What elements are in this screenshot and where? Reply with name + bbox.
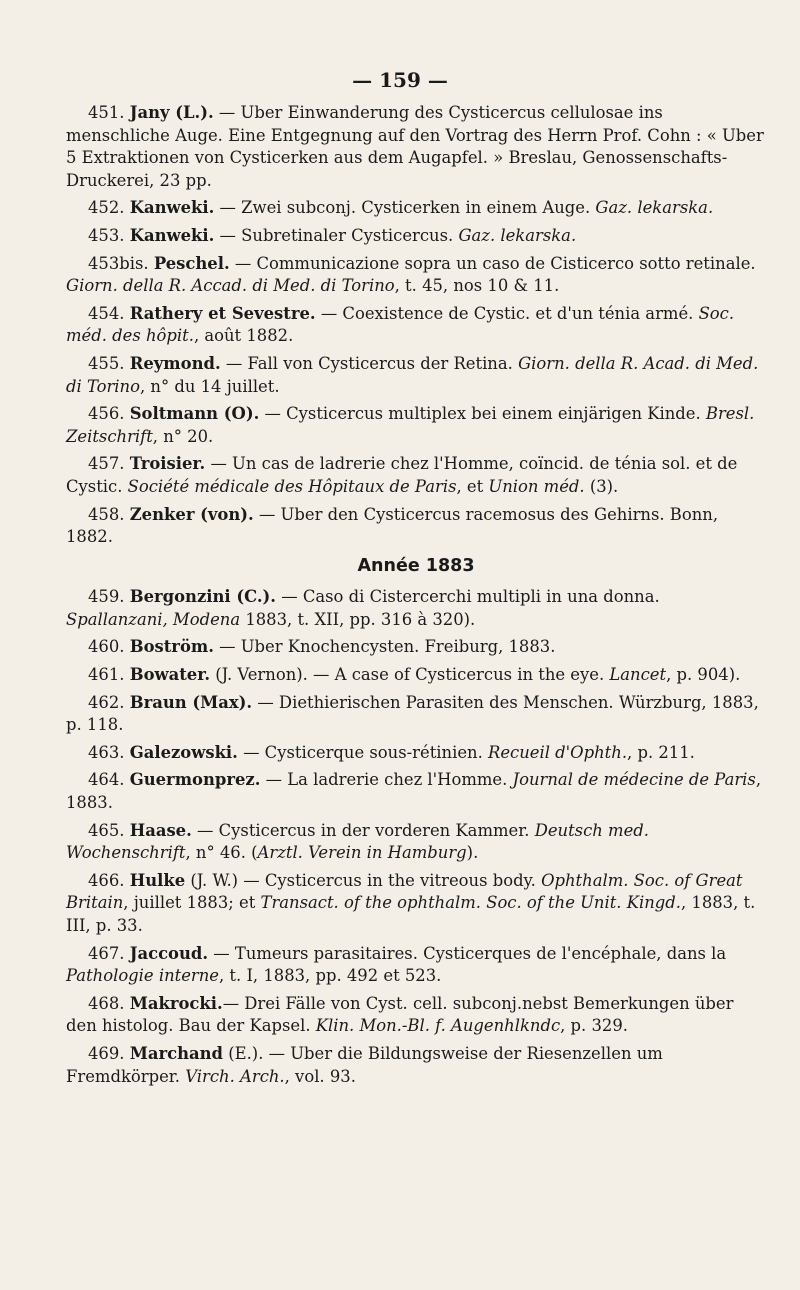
entry-text: — Uber Einwanderung des Cysticercus cellulosae ins menschliche Auge. Eine Entgegnung auf den Vortrag des Herrn Prof. Cohn : « Uber 5 Extraktionen von Cysticerken aus dem Augapfel. » Breslau, Genossenschafts-Druckerei, 23 pp. [66,103,764,190]
entry-text: (3). [584,476,619,496]
entry-number: 462. [88,692,130,712]
entry-number: 453. [88,225,130,245]
entry-author: Bowater. [129,665,211,685]
entry-text: , p. 211. [627,742,695,762]
entry-text: , p. 904). [666,665,741,685]
entry-source-title: Transact. of the ophthalm. Soc. of the Unit. Kingd. [260,893,681,913]
entry-number: 457. [88,454,130,474]
entry-number: 469. [88,1043,130,1063]
bibliography-entry [66,504,766,549]
entry-text: (E.). — Uber die Bildungsweise der Riesenzellen um Fremdkörper. [66,1043,663,1086]
entry-source-title: Klin. Mon.-Bl. f. Augenhlkndc [315,1016,561,1036]
entry-author: Hulke [129,870,186,890]
entry-author: Bergonzini (C.). [129,587,277,607]
bibliography-entry [66,1043,766,1088]
bibliography-entry [66,769,766,814]
entry-author: Guermonprez. [129,770,261,790]
entry-text: , vol. 93. [284,1066,356,1086]
entry-number: 459. [88,587,130,607]
entry-text: — Drei Fälle von Cyst. cell. subconj.nebst Bemerkungen über den histolog. Bau der Kapsel. [66,993,734,1036]
bibliography-entry [66,636,766,659]
bibliography-entry [66,586,766,631]
entry-text: , t. 45, nos 10 & 11. [394,276,560,296]
entry-text: , t. I, 1883, pp. 492 et 523. [219,966,442,986]
entry-source-title: Recueil d'Ophth. [488,742,628,762]
page-number: — 159 — [352,68,448,92]
bibliography-entry [66,993,766,1038]
entry-text: — Cysticercus in der vorderen Kammer. [191,820,535,840]
entry-author: Kanweki. [129,225,215,245]
entry-text: ). [466,843,479,863]
bibliography-entry [66,820,766,865]
entry-source-title: Soc. méd. des hôpit. [66,303,735,346]
entry-text: , n° 20. [152,426,214,446]
entry-number: 463. [88,742,130,762]
entry-author: Kanweki. [129,198,215,218]
entry-text: , et [456,476,489,496]
bibliography-entry [66,742,766,765]
entry-source-title: Pathologie interne [66,966,220,986]
entry-list-1883 [66,586,766,1088]
entry-source-title: Gaz. lekarska. [595,198,714,218]
entry-author: Haase. [129,820,192,840]
entry-text: — Caso di Cistercerchi multipli in una donna. [276,587,660,607]
entry-text: , n° 46. ( [185,843,258,863]
entry-text: (J. Vernon). — A case of Cysticercus in the eye. [210,665,610,685]
entry-text: — Tumeurs parasitaires. Cysticerques de l'encéphale, dans la [208,943,727,963]
entry-author: Marchand [129,1043,224,1063]
entry-text: — Uber den Cysticercus racemosus des Gehirns. Bonn, 1882. [66,504,719,547]
entry-number: 452. [88,198,130,218]
entry-number: 464. [88,770,130,790]
entry-number: 465. [88,820,130,840]
year-heading: Année 1883 [357,555,475,576]
bibliography-entry [66,943,766,988]
entry-author: Galezowski. [129,742,238,762]
entry-text: — Zwei subconj. Cysticerken in einem Auge. [214,198,596,218]
entry-author: Boström. [129,637,214,657]
entry-number: 451. [88,103,130,122]
entry-source-title: Giorn. della R. Acad. di Med. di Torino [66,353,759,396]
bibliography-entry [66,453,766,498]
entry-author: Troisier. [129,454,206,474]
entry-text: , 1883. [66,770,762,813]
entry-source-title: Gaz. lekarska. [458,225,577,245]
entry-number: 458. [88,504,130,524]
bibliography-entry [66,102,766,192]
bibliography-content [66,102,766,1093]
entry-source-title: Lancet [609,665,667,685]
entry-author: Peschel. [153,253,230,273]
entry-text: , p. 329. [560,1016,628,1036]
entry-text: — Communicazione sopra un caso de Cisticerco sotto retinale. [229,253,756,273]
entry-text: — Cysticerque sous-rétinien. [237,742,489,762]
bibliography-entry [66,664,766,687]
entry-author: Reymond. [129,353,221,373]
entry-author: Jaccoud. [129,943,209,963]
bibliography-entry [66,353,766,398]
entry-author: Rathery et Sevestre. [129,303,316,323]
entry-text: — Coexistence de Cystic. et d'un ténia armé. [315,303,699,323]
entry-text: , juillet 1883; et [123,893,261,913]
bibliography-entry [66,403,766,448]
entry-text: — La ladrerie chez l'Homme. [260,770,513,790]
entry-text: — Un cas de ladrerie chez l'Homme, coïncid. de ténia sol. et de Cystic. [66,454,738,496]
entry-number: 455. [88,353,130,373]
entry-author: Makrocki. [129,993,223,1013]
entry-number: 454. [88,303,130,323]
entry-source-title: Bresl. Zeitschrift [66,404,755,446]
entry-text: , n° du 14 juillet. [139,376,280,396]
bibliography-entry [66,225,766,248]
entry-text: — Cysticercus multiplex bei einem einjärigen Kinde. [259,404,706,424]
bibliography-entry [66,692,766,737]
entry-number: 456. [88,404,130,424]
entry-author: Braun (Max). [129,692,253,712]
entry-source-title: Ophthalm. Soc. of Great Britain [66,870,743,913]
entry-text: , août 1882. [193,326,294,346]
entry-author: Jany (L.). [129,103,214,122]
entry-text: — Fall von Cysticercus der Retina. [220,353,519,373]
bibliography-entry [66,870,766,938]
entry-source-title: Spallanzani, Modena [66,609,241,629]
entry-text: 1883, t. XII, pp. 316 à 320). [240,609,476,629]
entry-text: — Subretinaler Cysticercus. [214,225,459,245]
entry-source-title: Giorn. della R. Accad. di Med. di Torino [66,276,395,296]
entry-number: 466. [88,870,130,890]
entry-text: , 1883, t. III, p. 33. [66,893,756,935]
entry-source-title: Société médicale des Hôpitaux de Paris [127,476,457,496]
entry-number: 461. [88,665,130,685]
entry-text: — Diethierischen Parasiten des Menschen. Würzburg, 1883, p. 118. [66,692,759,735]
entry-source-title: Journal de médecine de Paris [512,770,756,790]
entry-source-title: Union méd. [488,476,585,496]
entry-number: 453bis. [88,253,154,273]
entry-number: 467. [88,943,130,963]
entry-source-title: Arztl. Verein in Hamburg [257,843,467,863]
entry-author: Zenker (von). [129,504,254,524]
entry-text: (J. W.) — Cysticercus in the vitreous body. [185,870,542,890]
entry-source-title: Deutsch med. Wochenschrift [66,820,649,863]
bibliography-entry [66,303,766,348]
bibliography-entry [66,197,766,220]
bibliography-entry [66,253,766,298]
entry-number: 460. [88,637,130,657]
entry-source-title: Virch. Arch. [185,1066,285,1086]
entry-text: — Uber Knochencysten. Freiburg, 1883. [213,637,556,657]
entry-number: 468. [88,993,130,1013]
entry-author: Soltmann (O). [129,404,260,424]
entry-list-1882 [66,102,766,549]
